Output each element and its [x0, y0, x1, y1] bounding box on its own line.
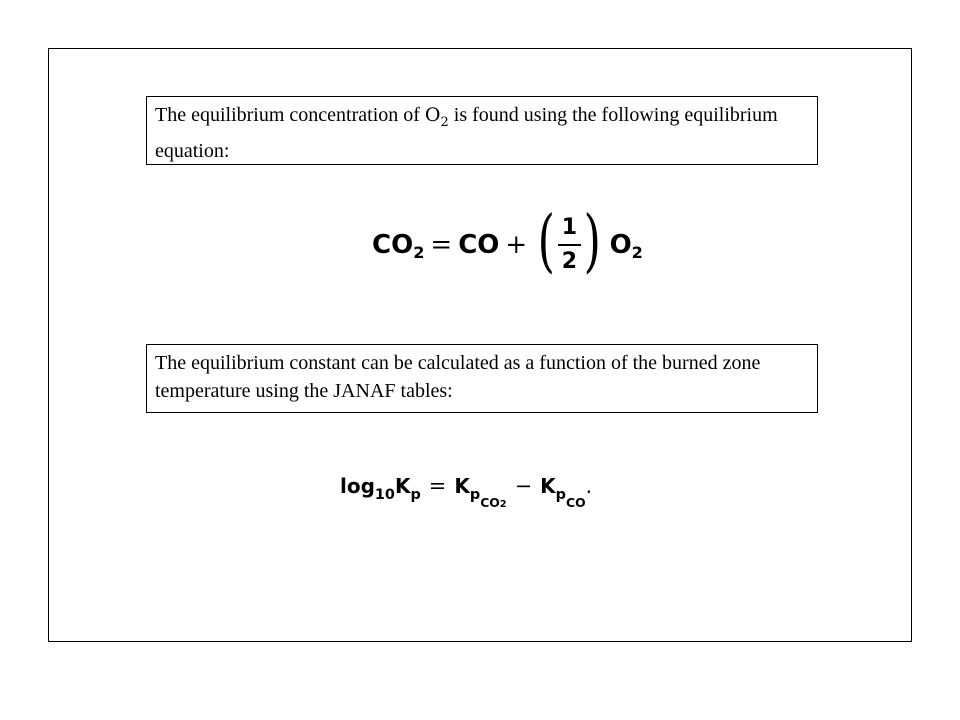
box1-text-before: The equilibrium concentration of	[155, 104, 425, 126]
o2-inline: $O_2$	[424, 104, 449, 130]
fraction-numerator: 1	[561, 215, 578, 240]
eq2-log: $\log_{10}$	[340, 474, 395, 503]
equilibrium-equation	[372, 202, 643, 284]
eq1-fraction	[558, 214, 581, 276]
box1-text-after: is found using the following equilibrium equation:	[155, 104, 778, 162]
eq2-minus: −	[514, 474, 533, 498]
eq1-equals: =	[430, 230, 453, 260]
log-k-equation	[340, 474, 592, 522]
eq2-period: .	[585, 474, 592, 498]
concentration-textbox	[146, 96, 818, 165]
eq1-paren-open: (	[537, 202, 556, 281]
eq1-plus: +	[505, 230, 528, 260]
eq2-kp-co2: $K_{pCO2}$	[454, 474, 507, 510]
fraction-denominator: 2	[561, 249, 578, 274]
eq2-equals: =	[428, 474, 447, 498]
eq1-o2: $O_2$	[609, 230, 643, 262]
constant-textbox	[146, 344, 818, 413]
eq1-co: CO	[458, 230, 500, 260]
fraction-bar	[558, 244, 581, 246]
box2-text: The equilibrium constant can be calculated as a function of the burned zone temperature using the JANAF tables:	[155, 352, 761, 402]
eq2-kp-co: $K_{pCO}$	[540, 474, 586, 510]
eq1-paren-close: )	[583, 202, 601, 281]
eq1-lhs: $CO_2$	[372, 230, 425, 262]
eq2-kp: $K_p$	[394, 474, 421, 503]
